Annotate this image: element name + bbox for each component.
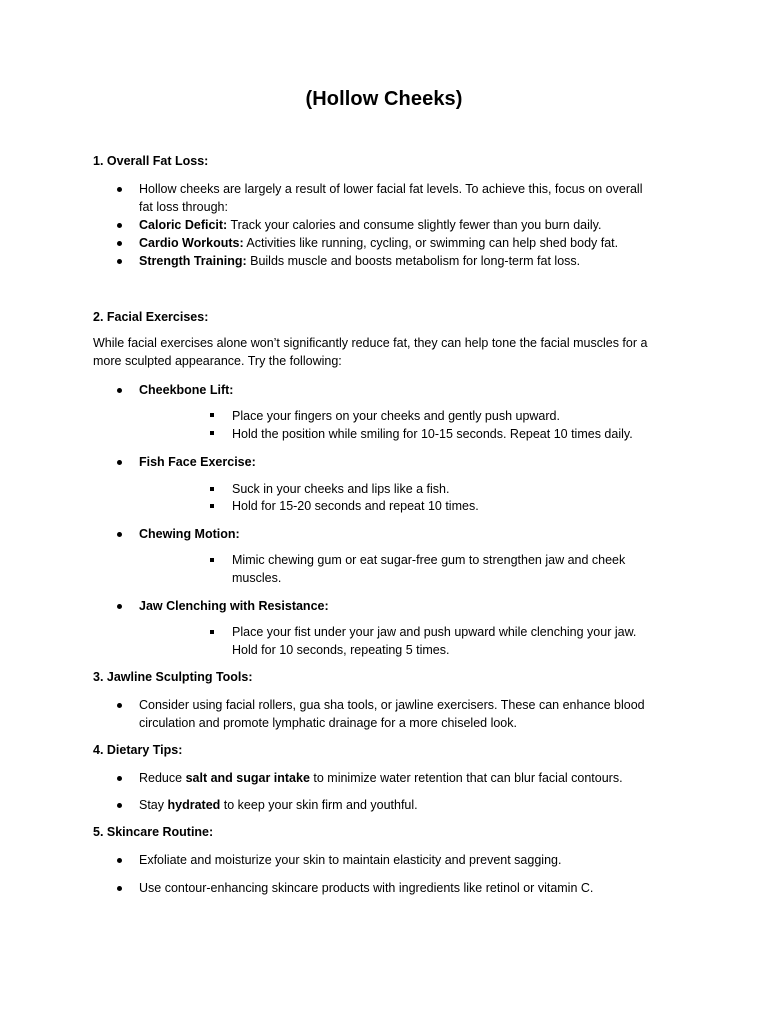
square-bullet-icon xyxy=(210,487,214,491)
exercise-title-fish-face: Fish Face Exercise: xyxy=(139,455,256,469)
bullet-icon xyxy=(117,703,122,708)
bullet-icon xyxy=(117,858,122,863)
bullet-icon xyxy=(117,776,122,781)
bullet-icon xyxy=(117,187,122,192)
exercise-title-jaw-clenching: Jaw Clenching with Resistance: xyxy=(139,599,329,613)
list-item-caloric-deficit xyxy=(139,216,601,234)
bullet-icon xyxy=(117,460,122,465)
list-item-text: Activities like running, cycling, or swimming can help shed body fat. xyxy=(243,236,619,250)
paragraph-text: While facial exercises alone won’t significantly reduce fat, they can help tone the facial muscles for a xyxy=(93,336,648,350)
exercise-title-chewing-motion: Chewing Motion: xyxy=(139,527,240,541)
list-item-text: to keep your skin firm and youthful. xyxy=(220,798,418,812)
list-item-text: Place your fist under your jaw and push upward while clenching your jaw. xyxy=(232,625,637,639)
list-item-text: Stay xyxy=(139,798,168,812)
section-heading-dietary-tips: 4. Dietary Tips: xyxy=(93,743,183,757)
list-item-strength-training xyxy=(139,252,580,270)
section-heading-facial-exercises: 2. Facial Exercises: xyxy=(93,310,209,324)
section-heading-skincare-routine: 5. Skincare Routine: xyxy=(93,825,214,839)
section-heading-overall-fat-loss: 1. Overall Fat Loss: xyxy=(93,154,209,168)
list-item-text: Place your fingers on your cheeks and gently push upward. xyxy=(232,409,560,423)
paragraph-text: more sculpted appearance. Try the following: xyxy=(93,354,342,368)
list-item-text: Hollow cheeks are largely a result of lower facial fat levels. To achieve this, focus on overall xyxy=(139,182,643,196)
bullet-icon xyxy=(117,886,122,891)
list-item-label: Cardio Workouts: xyxy=(139,236,244,250)
list-item-text: muscles. xyxy=(232,571,282,585)
list-item-text: Suck in your cheeks and lips like a fish. xyxy=(232,482,450,496)
list-item-text: to minimize water retention that can blur facial contours. xyxy=(309,771,623,785)
list-item-reduce-salt xyxy=(139,769,623,787)
list-item-cardio-workouts xyxy=(139,234,618,252)
list-item-text: Use contour-enhancing skincare products with ingredients like retinol or vitamin C. xyxy=(139,881,594,895)
bullet-icon xyxy=(117,803,122,808)
bullet-icon xyxy=(117,223,122,228)
list-item-text: fat loss through: xyxy=(139,200,228,214)
square-bullet-icon xyxy=(210,630,214,634)
list-item-label: Strength Training: xyxy=(139,254,247,268)
list-item-stay-hydrated xyxy=(139,796,418,814)
list-item-text: Track your calories and consume slightly fewer than you burn daily. xyxy=(227,218,602,232)
bullet-icon xyxy=(117,604,122,609)
bullet-icon xyxy=(117,241,122,246)
list-item-text: Hold for 10 seconds, repeating 5 times. xyxy=(232,643,450,657)
list-item-text: Mimic chewing gum or eat sugar-free gum to strengthen jaw and cheek xyxy=(232,553,626,567)
square-bullet-icon xyxy=(210,558,214,562)
list-item-text: Reduce xyxy=(139,771,186,785)
list-item-text: Exfoliate and moisturize your skin to maintain elasticity and prevent sagging. xyxy=(139,853,562,867)
emphasis-text: salt and sugar intake xyxy=(185,771,310,785)
emphasis-text: hydrated xyxy=(167,798,221,812)
bullet-icon xyxy=(117,532,122,537)
list-item-text: Hold for 15-20 seconds and repeat 10 times. xyxy=(232,499,479,513)
list-item-label: Caloric Deficit: xyxy=(139,218,228,232)
list-item-text: circulation and promote lymphatic drainage for a more chiseled look. xyxy=(139,716,517,730)
square-bullet-icon xyxy=(210,431,214,435)
section-heading-jawline-tools: 3. Jawline Sculpting Tools: xyxy=(93,670,253,684)
square-bullet-icon xyxy=(210,413,214,417)
document-title: (Hollow Cheeks) xyxy=(305,88,463,110)
list-item-text: Consider using facial rollers, gua sha tools, or jawline exercisers. These can enhance blood xyxy=(139,698,645,712)
list-item-text: Builds muscle and boosts metabolism for long-term fat loss. xyxy=(246,254,581,268)
bullet-icon xyxy=(117,388,122,393)
bullet-icon xyxy=(117,259,122,264)
exercise-title-cheekbone-lift: Cheekbone Lift: xyxy=(139,383,234,397)
square-bullet-icon xyxy=(210,504,214,508)
list-item-text: Hold the position while smiling for 10-15 seconds. Repeat 10 times daily. xyxy=(232,427,633,441)
